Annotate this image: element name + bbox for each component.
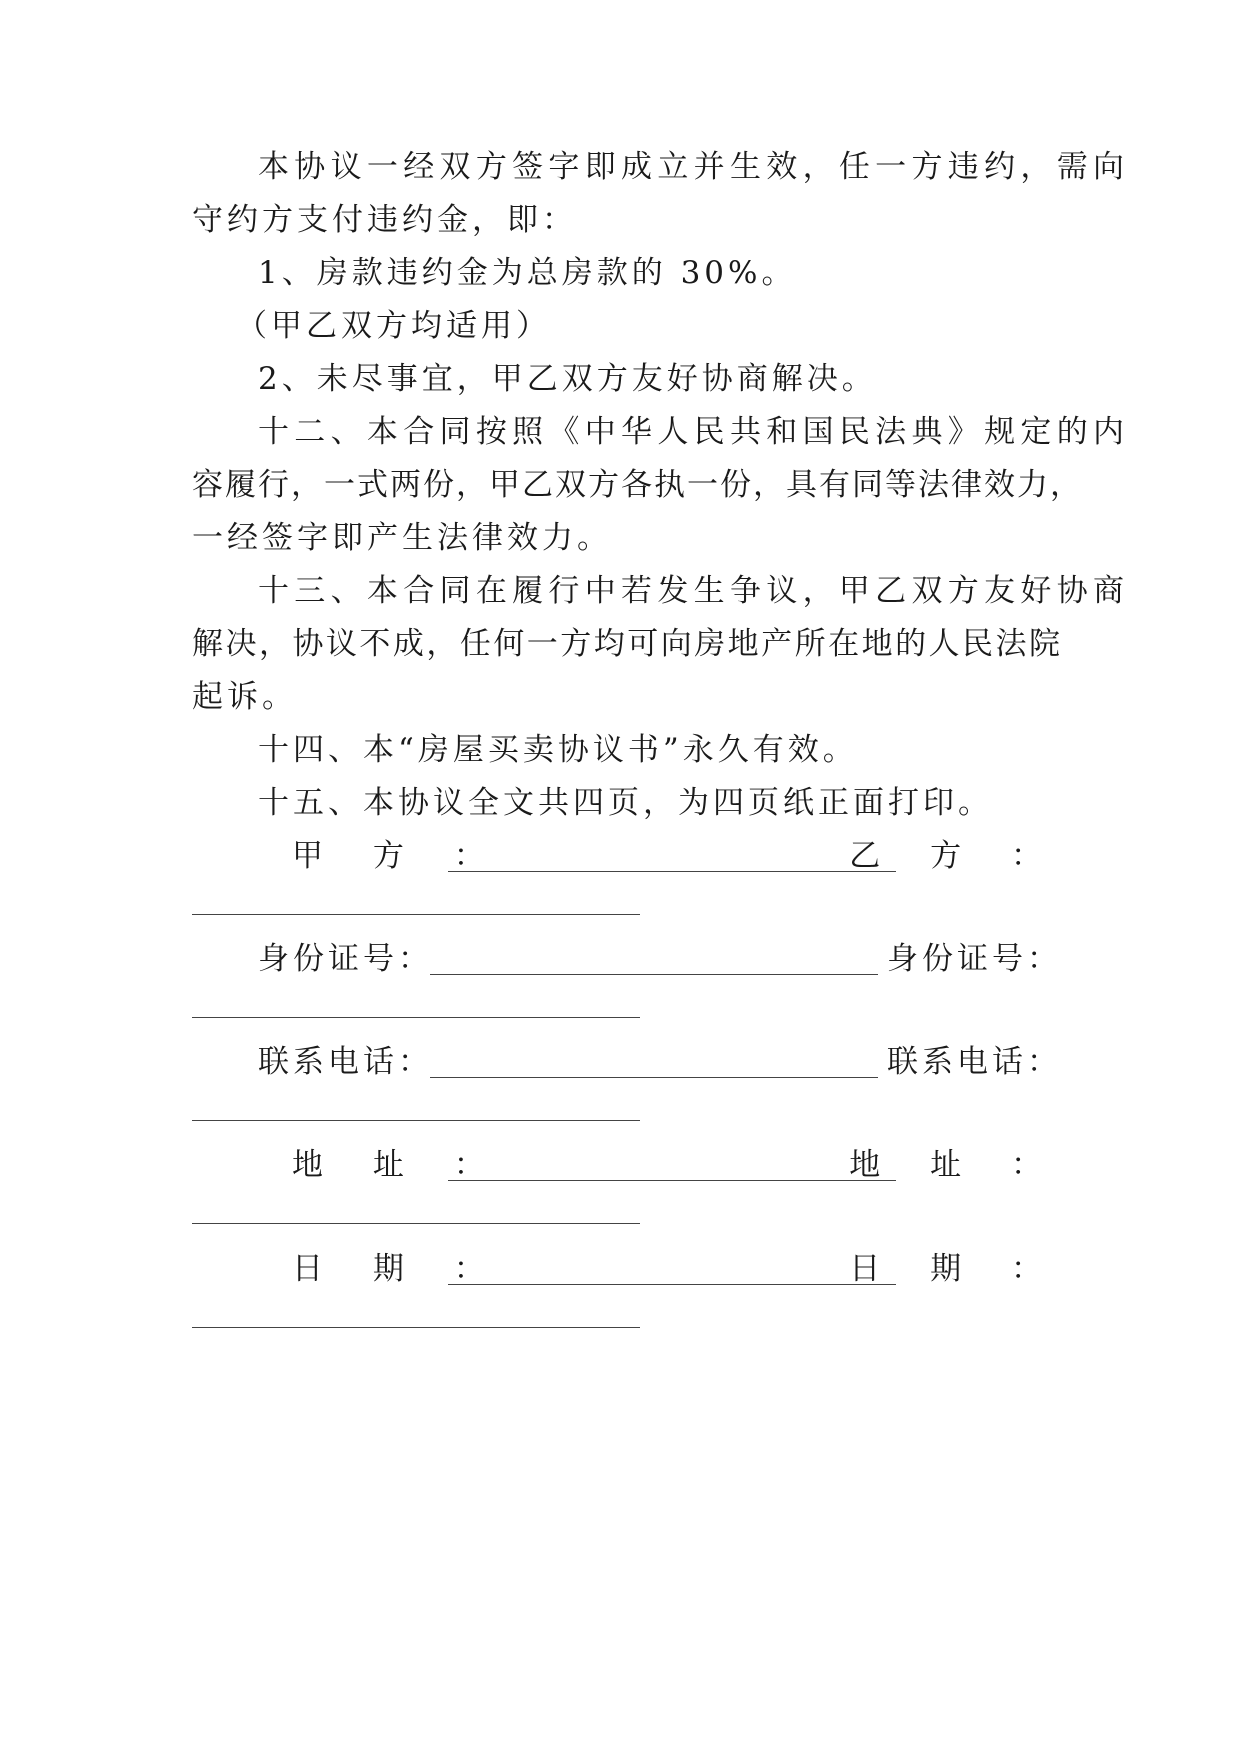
clause-12-line: 十二、本合同按照《中华人民共和国民法典》规定的内 [258, 414, 1128, 450]
list-item: 1、房款违约金为总房款的 30%。 [258, 255, 797, 291]
clause-14: 十四、本“房屋买卖协议书”永久有效。 [258, 732, 858, 768]
id-b-blank[interactable] [192, 1017, 640, 1018]
party-b-blank[interactable] [192, 914, 640, 915]
id-b-label: 身份证号： [887, 941, 1062, 977]
signature-row-id [192, 930, 1062, 988]
address-a-label: 地 址 ： [292, 1147, 505, 1183]
date-a-blank[interactable] [448, 1284, 896, 1285]
clause-12-line: 容履行，一式两份，甲乙双方各执一份，具有同等法律效力， [192, 467, 1083, 503]
id-a-label: 身份证号： [258, 941, 433, 977]
clause-13-line: 起诉。 [192, 679, 297, 715]
address-a-blank[interactable] [448, 1180, 896, 1181]
signature-row-phone [192, 1033, 1062, 1091]
phone-a-label: 联系电话： [258, 1044, 433, 1080]
clause-12-line: 一经签字即产生法律效力。 [192, 520, 612, 556]
address-b-label: 地 址 ： [849, 1147, 1062, 1183]
id-a-blank[interactable] [430, 974, 878, 975]
signature-row-address [192, 1136, 1062, 1194]
phone-a-blank[interactable] [430, 1077, 878, 1078]
phone-b-label: 联系电话： [887, 1044, 1062, 1080]
party-a-label: 甲 方 ： [292, 838, 505, 874]
phone-b-blank[interactable] [192, 1120, 640, 1121]
paragraph-line: 守约方支付违约金，即： [192, 202, 577, 238]
clause-13-line: 十三、本合同在履行中若发生争议，甲乙双方友好协商 [258, 573, 1128, 609]
paragraph-line: 本协议一经双方签字即成立并生效，任一方违约，需向 [258, 149, 1128, 185]
date-b-blank[interactable] [192, 1327, 640, 1328]
date-a-label: 日 期 ： [292, 1251, 505, 1287]
signature-row-date [192, 1240, 1062, 1298]
list-item: 2、未尽事宜，甲乙双方友好协商解决。 [258, 361, 877, 397]
date-b-label: 日 期 ： [849, 1251, 1062, 1287]
clause-13-line: 解决，协议不成，任何一方均可向房地产所在地的人民法院 [192, 626, 1062, 662]
signature-row-party [192, 827, 1062, 885]
address-b-blank[interactable] [192, 1223, 640, 1224]
party-b-label: 乙 方 ： [849, 838, 1062, 874]
clause-15: 十五、本协议全文共四页，为四页纸正面打印。 [258, 785, 993, 821]
party-a-blank[interactable] [448, 871, 896, 872]
note-text: （甲乙双方均适用） [236, 308, 551, 344]
